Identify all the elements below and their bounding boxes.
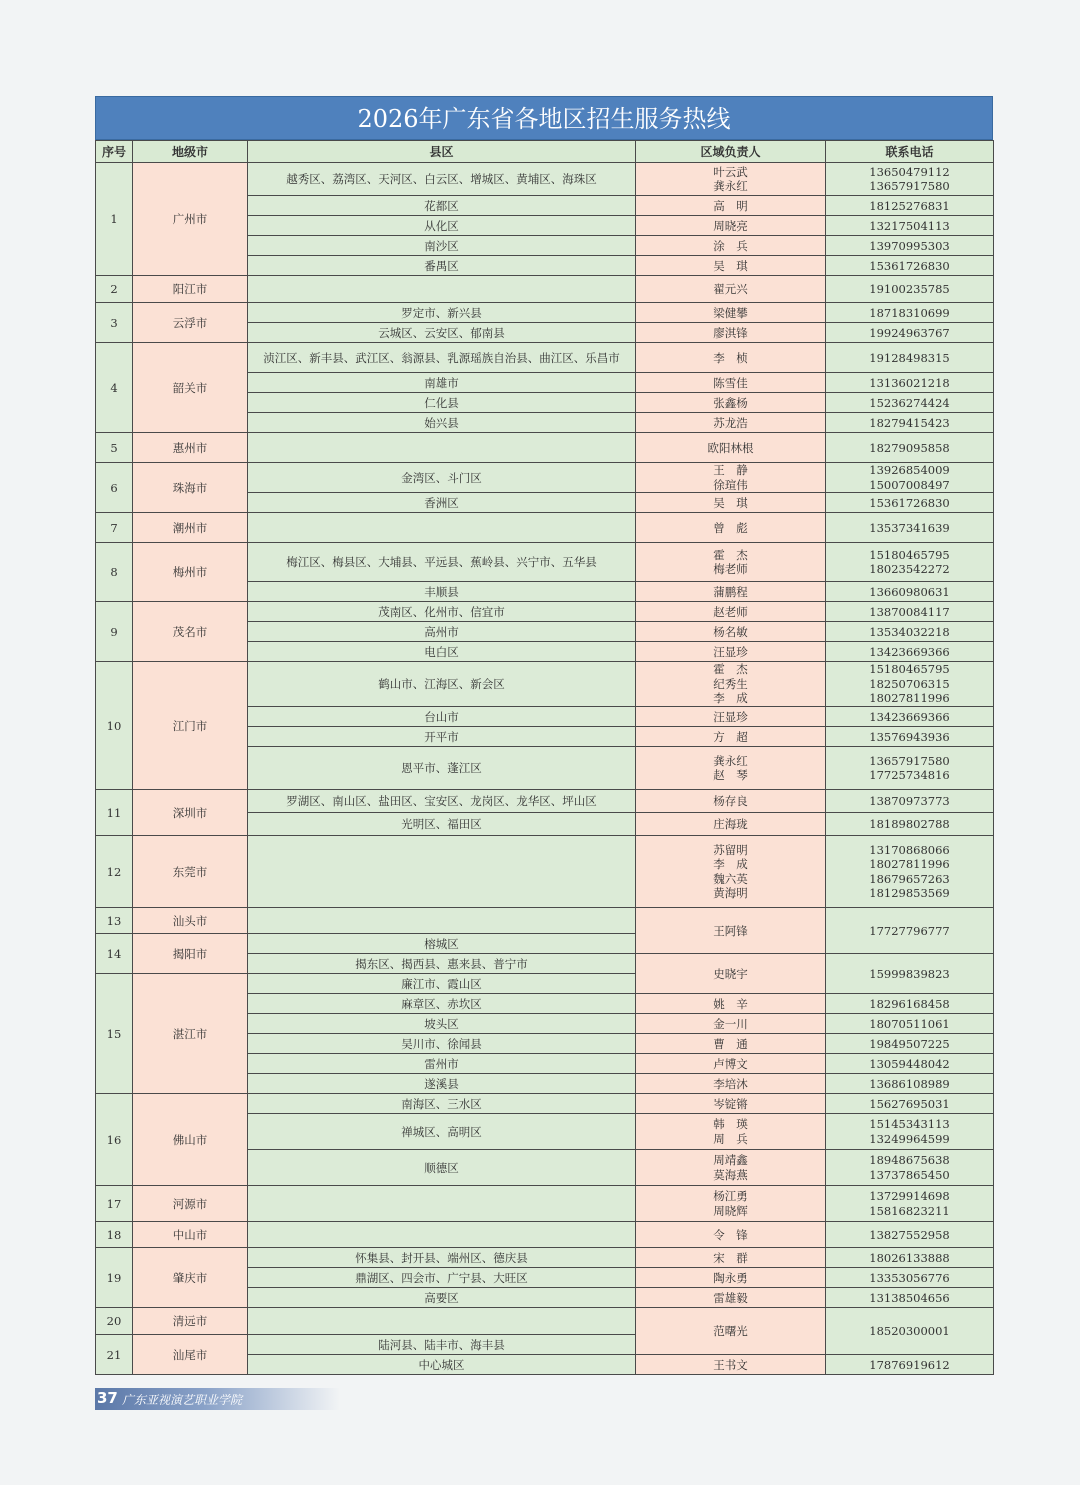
table-row [96,513,994,543]
district-cell: 光明区、福田区 [248,813,636,836]
person-cell: 张鑫杨 [636,393,826,413]
district-cell: 揭东区、揭西县、惠来县、普宁市 [248,954,636,974]
phone-cell: 19849507225 [826,1034,994,1054]
header-city: 地级市 [133,141,248,163]
table-row [96,1186,994,1222]
district-cell [248,276,636,303]
person-cell: 杨江勇 周晓辉 [636,1186,826,1222]
person-cell: 涂 兵 [636,236,826,256]
seq-cell: 13 [96,908,133,934]
city-cell: 东莞市 [133,836,248,908]
city-cell: 云浮市 [133,303,248,343]
district-cell [248,513,636,543]
phone-cell: 15180465795 18023542272 [826,543,994,582]
person-cell: 姚 辛 [636,994,826,1014]
city-cell: 江门市 [133,662,248,790]
table-title: 2026年广东省各地区招生服务热线 [95,96,993,140]
district-cell: 从化区 [248,216,636,236]
city-cell: 清远市 [133,1308,248,1335]
person-cell: 宋 群 [636,1248,826,1268]
page-number: 37 [97,1389,118,1407]
district-cell: 高州市 [248,622,636,642]
seq-cell: 1 [96,163,133,276]
phone-cell: 15361726830 [826,493,994,513]
table-row [96,163,994,196]
phone-cell: 18189802788 [826,813,994,836]
person-cell: 曹 通 [636,1034,826,1054]
district-cell: 丰顺县 [248,582,636,602]
phone-cell: 13534032218 [826,622,994,642]
district-cell: 顺德区 [248,1150,636,1186]
seq-cell: 7 [96,513,133,543]
district-cell: 遂溪县 [248,1074,636,1094]
table-row [96,463,994,493]
person-cell: 方 超 [636,727,826,747]
phone-cell: 18070511061 [826,1014,994,1034]
district-cell: 浈江区、新丰县、武江区、翁源县、乳源瑶族自治县、曲江区、乐昌市 [248,343,636,373]
person-cell: 叶云武 龚永红 [636,163,826,196]
district-cell: 南海区、三水区 [248,1094,636,1114]
seq-cell: 3 [96,303,133,343]
city-cell: 河源市 [133,1186,248,1222]
phone-cell: 17727796777 [826,908,994,954]
seq-cell: 5 [96,433,133,463]
district-cell: 罗定市、新兴县 [248,303,636,323]
person-cell: 庄海珑 [636,813,826,836]
seq-cell: 11 [96,790,133,836]
district-cell: 南雄市 [248,373,636,393]
district-cell: 鼎湖区、四会市、广宁县、大旺区 [248,1268,636,1288]
school-name: 广东亚视演艺职业学院 [122,1393,243,1407]
phone-cell: 13660980631 [826,582,994,602]
district-cell: 云城区、云安区、郁南县 [248,323,636,343]
person-cell: 岑锭锵 [636,1094,826,1114]
person-cell: 霍 杰 纪秀生 李 成 [636,662,826,707]
district-cell: 恩平市、蓬江区 [248,747,636,790]
city-cell: 湛江市 [133,974,248,1094]
phone-cell: 13827552958 [826,1222,994,1248]
page-footer [95,1388,340,1410]
person-cell: 雷雄毅 [636,1288,826,1308]
phone-cell: 19128498315 [826,343,994,373]
district-cell [248,433,636,463]
city-cell: 揭阳市 [133,934,248,974]
phone-cell: 15999839823 [826,954,994,994]
city-cell: 深圳市 [133,790,248,836]
header-row [96,141,994,163]
seq-cell: 20 [96,1308,133,1335]
district-cell: 陆河县、陆丰市、海丰县 [248,1335,636,1355]
seq-cell: 18 [96,1222,133,1248]
person-cell: 欧阳林根 [636,433,826,463]
person-cell: 赵老师 [636,602,826,622]
phone-cell: 18718310699 [826,303,994,323]
seq-cell: 21 [96,1335,133,1375]
person-cell: 梁健攀 [636,303,826,323]
person-cell: 杨存良 [636,790,826,813]
district-cell: 花都区 [248,196,636,216]
city-cell: 汕尾市 [133,1335,248,1375]
person-cell: 卢博文 [636,1054,826,1074]
person-cell: 周晓亮 [636,216,826,236]
person-cell: 蒲鹏程 [636,582,826,602]
person-cell: 王书文 [636,1355,826,1375]
phone-cell: 13970995303 [826,236,994,256]
table-row [96,602,994,622]
person-cell: 霍 杰 梅老师 [636,543,826,582]
phone-cell: 15236274424 [826,393,994,413]
district-cell: 电白区 [248,642,636,662]
phone-cell: 15145343113 13249964599 [826,1114,994,1150]
header-seq: 序号 [96,141,133,163]
phone-cell: 15627695031 [826,1094,994,1114]
phone-cell: 15361726830 [826,256,994,276]
table-row [96,343,994,373]
person-cell: 汪显珍 [636,642,826,662]
district-cell: 麻章区、赤坎区 [248,994,636,1014]
phone-cell: 13686108989 [826,1074,994,1094]
district-cell: 金湾区、斗门区 [248,463,636,493]
district-cell: 开平市 [248,727,636,747]
district-cell: 南沙区 [248,236,636,256]
person-cell: 龚永红 赵 琴 [636,747,826,790]
phone-cell: 18279095858 [826,433,994,463]
table-row [96,662,994,707]
city-cell: 阳江市 [133,276,248,303]
district-cell: 廉江市、霞山区 [248,974,636,994]
phone-cell: 18296168458 [826,994,994,1014]
phone-cell: 13059448042 [826,1054,994,1074]
phone-cell: 13657917580 17725734816 [826,747,994,790]
city-cell: 惠州市 [133,433,248,463]
phone-cell: 18948675638 13737865450 [826,1150,994,1186]
district-cell: 高要区 [248,1288,636,1308]
header-district: 县区 [248,141,636,163]
district-cell: 吴川市、徐闻县 [248,1034,636,1054]
district-cell [248,1308,636,1335]
person-cell: 王阿锋 [636,908,826,954]
phone-cell: 19100235785 [826,276,994,303]
table-row [96,1094,994,1114]
phone-cell: 18520300001 [826,1308,994,1355]
district-cell [248,836,636,908]
city-cell: 梅州市 [133,543,248,602]
phone-cell: 18279415423 [826,413,994,433]
table-row [96,836,994,908]
city-cell: 佛山市 [133,1094,248,1186]
city-cell: 珠海市 [133,463,248,513]
seq-cell: 16 [96,1094,133,1186]
person-cell: 王 静 徐瑄伟 [636,463,826,493]
person-cell: 李 桢 [636,343,826,373]
phone-cell: 18125276831 [826,196,994,216]
city-cell: 汕头市 [133,908,248,934]
district-cell: 仁化县 [248,393,636,413]
district-cell: 坡头区 [248,1014,636,1034]
district-cell: 台山市 [248,707,636,727]
table-row [96,1308,994,1335]
table-row [96,433,994,463]
person-cell: 翟元兴 [636,276,826,303]
district-cell: 始兴县 [248,413,636,433]
district-cell: 中心城区 [248,1355,636,1375]
phone-cell: 13217504113 [826,216,994,236]
district-cell: 禅城区、高明区 [248,1114,636,1150]
person-cell: 吴 琪 [636,256,826,276]
seq-cell: 15 [96,974,133,1094]
phone-cell: 13870084117 [826,602,994,622]
city-cell: 肇庆市 [133,1248,248,1308]
seq-cell: 19 [96,1248,133,1308]
city-cell: 茂名市 [133,602,248,662]
city-cell: 广州市 [133,163,248,276]
person-cell: 陶永勇 [636,1268,826,1288]
person-cell: 周靖鑫 莫海燕 [636,1150,826,1186]
table-row [96,543,994,582]
phone-cell: 13423669366 [826,707,994,727]
person-cell: 吴 琪 [636,493,826,513]
person-cell: 史晓宇 [636,954,826,994]
district-cell [248,1186,636,1222]
header-phone: 联系电话 [826,141,994,163]
district-cell: 罗湖区、南山区、盐田区、宝安区、龙岗区、龙华区、坪山区 [248,790,636,813]
seq-cell: 9 [96,602,133,662]
table-row [96,1222,994,1248]
phone-cell: 19924963767 [826,323,994,343]
person-cell: 范曙光 [636,1308,826,1355]
table-row [96,1248,994,1268]
district-cell: 香洲区 [248,493,636,513]
person-cell: 苏龙浩 [636,413,826,433]
phone-cell: 17876919612 [826,1355,994,1375]
city-cell: 中山市 [133,1222,248,1248]
phone-cell: 13170868066 18027811996 18679657263 18129853569 [826,836,994,908]
hotline-table [95,140,994,1375]
phone-cell: 13870973773 [826,790,994,813]
table-row [96,276,994,303]
seq-cell: 2 [96,276,133,303]
person-cell: 汪显珍 [636,707,826,727]
district-cell: 榕城区 [248,934,636,954]
table-row [96,303,994,323]
district-cell: 雷州市 [248,1054,636,1074]
person-cell: 高 明 [636,196,826,216]
person-cell: 陈雪佳 [636,373,826,393]
phone-cell: 13576943936 [826,727,994,747]
district-cell [248,1222,636,1248]
person-cell: 金一川 [636,1014,826,1034]
district-cell: 越秀区、荔湾区、天河区、白云区、增城区、黄埔区、海珠区 [248,163,636,196]
phone-cell: 13926854009 15007008497 [826,463,994,493]
phone-cell: 18026133888 [826,1248,994,1268]
seq-cell: 4 [96,343,133,433]
table-row [96,908,994,934]
district-cell: 怀集县、封开县、端州区、德庆县 [248,1248,636,1268]
person-cell: 令 锋 [636,1222,826,1248]
phone-cell: 13650479112 13657917580 [826,163,994,196]
table-row [96,790,994,813]
city-cell: 韶关市 [133,343,248,433]
phone-cell: 13136021218 [826,373,994,393]
district-cell: 番禺区 [248,256,636,276]
district-cell: 梅江区、梅县区、大埔县、平远县、蕉岭县、兴宁市、五华县 [248,543,636,582]
person-cell: 廖淇锋 [636,323,826,343]
person-cell: 李培沐 [636,1074,826,1094]
phone-cell: 13138504656 [826,1288,994,1308]
phone-cell: 13353056776 [826,1268,994,1288]
seq-cell: 12 [96,836,133,908]
seq-cell: 8 [96,543,133,602]
person-cell: 苏留明 李 成 魏六英 黄海明 [636,836,826,908]
district-cell: 茂南区、化州市、信宜市 [248,602,636,622]
district-cell [248,908,636,934]
seq-cell: 17 [96,1186,133,1222]
seq-cell: 6 [96,463,133,513]
seq-cell: 14 [96,934,133,974]
header-person: 区域负责人 [636,141,826,163]
phone-cell: 13729914698 15816823211 [826,1186,994,1222]
city-cell: 潮州市 [133,513,248,543]
phone-cell: 15180465795 18250706315 18027811996 [826,662,994,707]
person-cell: 杨名敏 [636,622,826,642]
phone-cell: 13423669366 [826,642,994,662]
phone-cell: 13537341639 [826,513,994,543]
seq-cell: 10 [96,662,133,790]
person-cell: 曾 彪 [636,513,826,543]
person-cell: 韩 瑛 周 兵 [636,1114,826,1150]
district-cell: 鹤山市、江海区、新会区 [248,662,636,707]
